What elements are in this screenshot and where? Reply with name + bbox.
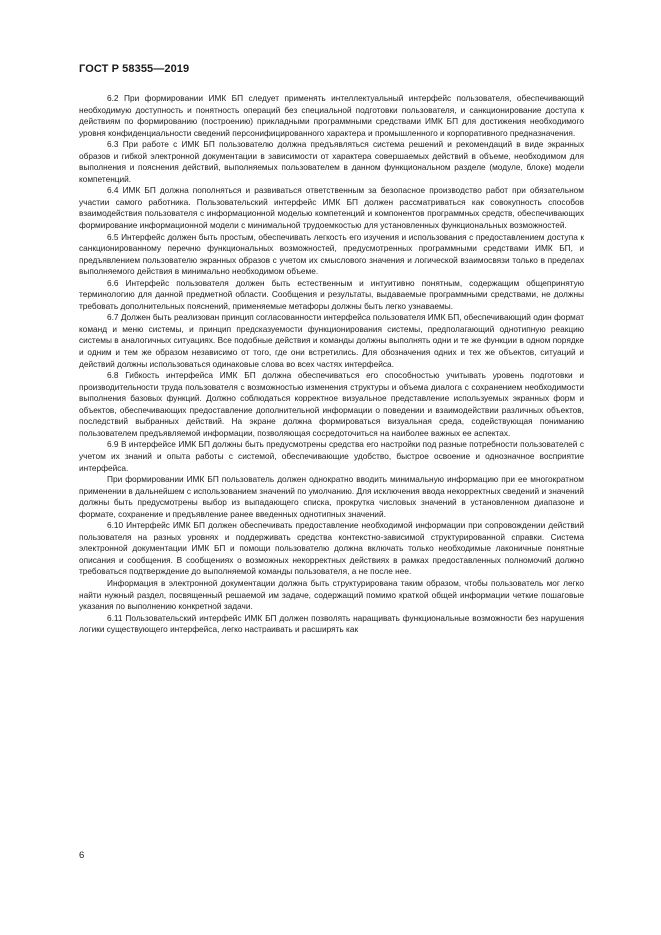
- paragraph-6-4: 6.4 ИМК БП должна пополняться и развиваться ответственным за безопасное производство работ при обязательном участии самого работника. Пользовательский интерфейс ИМК БП должен рассматриваться как совокупность способов взаимодействия пользователя с информационной моделью компетенций и компонентов программных средств, обеспечивающих формирование информационной модели с минимальной трудоемкостью для установленных функциональных возможностей.: [79, 185, 584, 231]
- paragraph-6-5: 6.5 Интерфейс должен быть простым, обеспечивать легкость его изучения и использования с предоставлением доступа к санкционированному перечню функциональных возможностей, предусмотренных программными средствами ИМК БП, и предъявлением пользователю экранных образов с учетом их смыслового значения и логической взаимосвязи только в пределах выполняемого действия в минимально необходимом объеме.: [79, 231, 584, 277]
- paragraph-6-10: 6.10 Интерфейс ИМК БП должен обеспечивать предоставление необходимой информации при сопровождении действий пользователя на разных уровнях и поддерживать средства контекстно-зависимой структурированной справки. Система электронной документации ИМК БП и помощи пользователю должна включать только необходимые лаконичные понятные описания и сообщения. В сообщениях о возможных некорректных действиях в рамках предоставленных полномочий должно требоваться подтверждение до выполняемой команды пользователя, а не после нее.: [79, 520, 584, 577]
- page-number: 6: [79, 850, 85, 861]
- paragraph-6-7: 6.7 Должен быть реализован принцип согласованности интерфейса пользователя ИМК БП, обеспечивающий один формат команд и меню системы, и принцип предсказуемости функционирования системы, предполагающий однотипную реакцию системы в аналогичных ситуациях. Все подобные действия и команды должны выполнять одни и те же функции в одном порядке и одним и тем же образом независимо от того, где они встретились. Для обозначения одних и тех же объектов, ситуаций и действий должны использоваться одинаковые слова во всех частях интерфейса.: [79, 312, 584, 369]
- paragraph-6-11: 6.11 Пользовательский интерфейс ИМК БП должен позволять наращивать функциональные возможности без нарушения логики существующего интерфейса, легко настраивать и расширять как: [79, 612, 584, 635]
- paragraph-6-3: 6.3 При работе с ИМК БП пользователю должна предъявляться система решений и рекомендаций в виде экранных образов и гибкой электронной документации в зависимости от характера совершаемых действий в объеме, необходимом для выполнения и пояснения действий, выполняемых пользователем в данном функциональном разделе (модуле, блоке) модели компетенций.: [79, 139, 584, 184]
- document-header: ГОСТ Р 58355—2019: [79, 63, 190, 75]
- paragraph-6-2: 6.2 При формировании ИМК БП следует применять интеллектуальный интерфейс пользователя, обеспечивающий необходимую доступность и понятность операций без специальной подготовки пользователя, и санкционирование доступа к действиям по формированию (построению) прикладными программными средствами ИМК БП для достижения необходимого уровня конфиденциальности сведений персонифицированного характера и промышленного и корпоративного предназначения.: [79, 93, 584, 138]
- paragraph-6-9: 6.9 В интерфейсе ИМК БП должны быть предусмотрены средства его настройки под разные потребности пользователей с учетом их знаний и опыта работы с системой, обеспечивающие удобство, быстрое освоение и однозначное восприятие интерфейса.: [79, 439, 584, 473]
- document-body: [79, 93, 584, 636]
- paragraph-6-8: 6.8 Гибкость интерфейса ИМК БП должна обеспечиваться его способностью учитывать уровень подготовки и производительности труда пользователя с возможностью изменения структуры и объема диалога с сохранением необходимости выполнения базовых функций. Должно соблюдаться корректное визуальное представление используемых экранных форм и объектов, обеспечивающих предоставление дополнительной информации о поведении и взаимодействии различных объектов, последствий выбранных действий. На экране должна формироваться визуальная среда, содействующая пониманию пользователем предъявляемой информации, позволяющая сосредоточиться на наиболее важных ее аспектах.: [79, 370, 584, 438]
- paragraph-6-9-cont: При формировании ИМК БП пользователь должен однократно вводить минимальную информацию при ее многократном применении в дальнейшем с использованием значений по умолчанию. Для исключения ввода некорректных сведений и значений должны быть предусмотрены выбор из выпадающего списка, прокрутка числовых значений в установленном диапазоне и формате, сохранение и предъявление ранее введенных однотипных значений.: [79, 474, 584, 519]
- paragraph-6-10-cont: Информация в электронной документации должна быть структурирована таким образом, чтобы пользователь мог легко найти нужный раздел, посвященный решаемой им задаче, содержащий помимо краткой общей информации четкие пошаговые указания по выполнению конкретной задачи.: [79, 577, 584, 612]
- paragraph-6-6: 6.6 Интерфейс пользователя должен быть естественным и интуитивно понятным, содержащим общепринятую терминологию для данной предметной области. Сообщения и результаты, выдаваемые программными средствами, не должны требовать дополнительных пояснений, применяемые метафоры должны быть легко узнаваемы.: [79, 277, 584, 311]
